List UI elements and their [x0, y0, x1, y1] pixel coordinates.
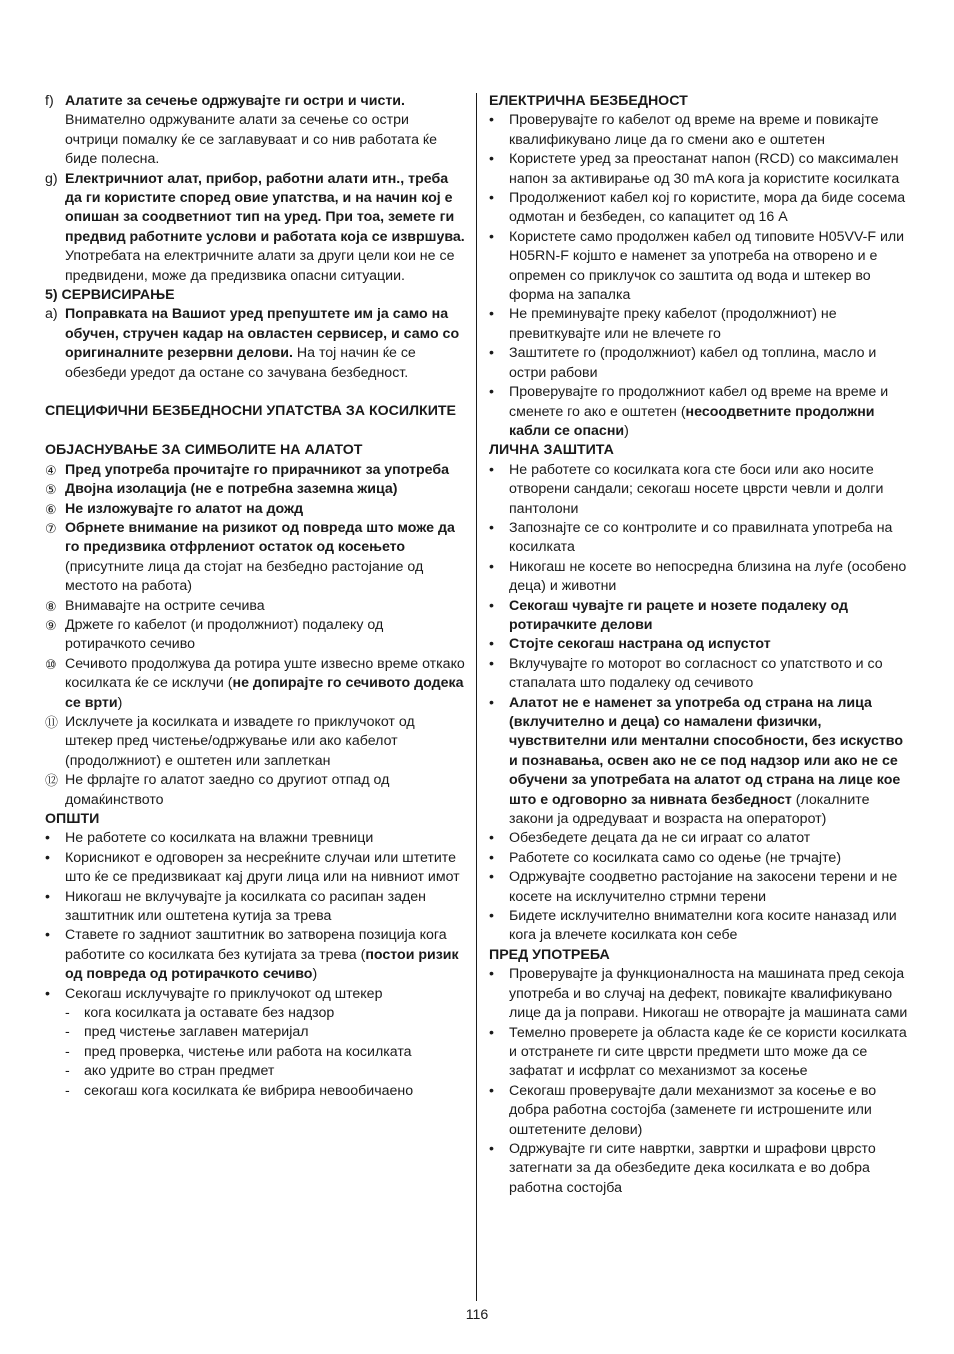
symbol-item	[45, 713, 466, 771]
personal-item	[489, 597, 910, 636]
general-heading: ОПШТИ	[45, 811, 100, 827]
instruction-bold: Алатите за сечење одржувајте ги остри и чисти.	[65, 93, 405, 109]
bullet-marker: •	[489, 306, 494, 323]
symbol-item	[45, 616, 466, 655]
dash-marker: -	[65, 1063, 70, 1080]
bullet-text: Обезбедете децата да не си играат со алатот	[509, 830, 811, 847]
bullet-text: Проверувајте го кабелот од време на време и повикајте квалификувано лице да го смени ако е оштетен	[509, 112, 879, 148]
symbol-number-icon: ⑥	[45, 502, 57, 518]
instruction-text: Употребата на електричните алати за други цели кои не се предвидени, може да предизвика опасни ситуации.	[65, 248, 455, 284]
electrical-item	[489, 150, 910, 189]
bullet-marker: •	[45, 888, 50, 905]
electrical-list	[489, 111, 910, 441]
bullet-marker: •	[489, 597, 494, 614]
bullet-marker: •	[489, 1024, 494, 1041]
instruction-a	[45, 305, 466, 383]
dash-text: кога косилката ја оставате без надзор	[84, 1005, 335, 1022]
symbol-bold: Пред употреба прочитајте го прирачникот за употреба	[65, 461, 450, 478]
personal-item	[489, 694, 910, 830]
symbol-item	[45, 597, 466, 616]
personal-item	[489, 635, 910, 654]
dash-text: пред проверка, чистење или работа на косилката	[84, 1043, 412, 1060]
general-item	[45, 985, 466, 1004]
symbol-bold-2: не допирајте го сечивото додека се врти	[65, 675, 464, 711]
right-column	[489, 92, 910, 1198]
personal-item	[489, 907, 910, 946]
personal-item	[489, 558, 910, 597]
dash-item	[45, 1082, 466, 1101]
bullet-marker: •	[45, 985, 50, 1002]
personal-item	[489, 519, 910, 558]
bullet-marker: •	[489, 830, 494, 847]
bullet-text: Запознајте се со контролите и со правилната употреба на косилката	[509, 519, 893, 556]
bullet-text: Никогаш не косете во непосредна близина на луѓе (особено деца) и животни	[509, 558, 907, 595]
personal-item	[489, 655, 910, 694]
symbol-item	[45, 461, 466, 480]
bullet-marker: •	[45, 830, 50, 847]
electrical-item	[489, 344, 910, 383]
electrical-safety-heading: ЕЛЕКТРИЧНА БЕЗБЕДНОСТ	[489, 93, 688, 109]
service-heading: 5) СЕРВИСИРАЊЕ	[45, 287, 175, 304]
instruction-bold: Поправката на Вашиот уред препуштете им ја само на обучен, стручен кадар на овластен сервисер, и само со оригиналните резервни делови.	[65, 306, 460, 362]
bullet-text: Бидете исклучително внимателни кога косите наназад или кога ја влечете косилката кон себе	[509, 908, 897, 944]
bullet-marker: •	[489, 1082, 494, 1099]
bullet-marker: •	[489, 849, 494, 866]
bullet-marker: •	[489, 519, 494, 536]
general-list	[45, 829, 466, 1004]
general-item	[45, 888, 466, 927]
dash-marker: -	[65, 1082, 70, 1099]
before-use-item	[489, 1082, 910, 1140]
electrical-item	[489, 111, 910, 150]
bullet-text: Проверувајте го продолжниот кабел од време на време и сменете го ако е оштетен (	[509, 384, 889, 420]
symbol-item	[45, 500, 466, 519]
bullet-text-after: (локалните закони ја одредуваат и возраста на операторот)	[509, 791, 870, 828]
dash-item	[45, 1023, 466, 1042]
bullet-bold: постои ризик од повреда од ротирачкото сечиво	[65, 946, 459, 983]
bullet-marker: •	[489, 636, 494, 653]
bullet-marker: •	[489, 966, 494, 983]
electrical-item	[489, 305, 910, 344]
dash-marker: -	[65, 1005, 70, 1022]
bullet-text: Користете уред за преостанат напон (RCD) со максимален напон за активирање од 30 mA кога ја користите косилката	[509, 151, 900, 187]
dash-item	[45, 1004, 466, 1023]
bullet-bold: Секогаш чувајте ги рацете и нозете подалеку од ротирачките делови	[509, 597, 849, 633]
bullet-marker: •	[489, 112, 494, 129]
bullet-text: Секогаш исклучувајте го приклучокот од штекер	[65, 985, 383, 1002]
instruction-f	[45, 92, 466, 170]
bullet-text: Одржувајте соодветно растојание на закосени терени и не косете на исклучително стрмни терени	[509, 869, 898, 905]
personal-item	[489, 461, 910, 519]
before-use-heading: ПРЕД УПОТРЕБА	[489, 946, 610, 963]
symbol-text: Исклучете ја косилката и извадете го приклучокот од штекер пред чистење/одржување или ако кабелот (продолжниот) е оштетен или заплеткан	[65, 713, 415, 769]
personal-item	[489, 829, 910, 848]
bullet-marker: •	[489, 558, 494, 575]
item-marker: g)	[45, 170, 58, 187]
bullet-marker: •	[489, 461, 494, 478]
dash-text: секогаш кога косилката ќе вибрира невообичаено	[84, 1082, 414, 1099]
dash-item	[45, 1043, 466, 1062]
bullet-text-after: )	[312, 966, 318, 983]
bullet-marker: •	[489, 151, 494, 168]
electrical-item	[489, 383, 910, 441]
bullet-marker: •	[489, 694, 494, 711]
general-item	[45, 849, 466, 888]
symbol-number-icon: ⑦	[45, 521, 57, 537]
instruction-text: Внимателно одржуваните алати за сечење со остри очтрици помалку ќе се заглавуваат и со нив работата ќе биде полесна.	[65, 112, 438, 168]
bullet-text: Темелно проверете ја областа каде ќе се користи косилката и отстранете ги сите цврсти предмети што може да се зафатат и исфрлат со механизмот за косење	[509, 1024, 907, 1080]
symbol-bold: Обрнете внимание на ризикот од повреда што може да го предизвика отфрлениот остаток од косењето	[65, 519, 455, 556]
symbol-text: Држете го кабелот (и продолжниот) подалеку од ротирачкото сечиво	[65, 616, 384, 653]
dash-text: ако удрите во стран предмет	[84, 1063, 275, 1080]
bullet-text: Одржувајте ги сите навртки, завртки и шрафови цврсто затегнати за да обезбедите дека косилката е во добра работна состојба	[509, 1140, 876, 1196]
before-use-item	[489, 1024, 910, 1082]
left-column	[45, 92, 466, 1101]
symbol-text: (присутните лица да стојат на безбедно растојание од местото на работа)	[65, 558, 424, 595]
symbol-text: Не фрлајте го алатот заедно со другиот отпад од домаќинството	[65, 772, 390, 808]
symbol-item	[45, 771, 466, 810]
bullet-text: Секогаш проверувајте дали механизмот за косење е во добра работна состојба (заменете ги истрошените или оштетените делови)	[509, 1082, 877, 1138]
symbol-item	[45, 655, 466, 713]
item-marker: a)	[45, 306, 58, 323]
bullet-marker: •	[489, 190, 494, 207]
symbol-number-icon: ⑫	[45, 774, 59, 790]
electrical-item	[489, 228, 910, 306]
bullet-marker: •	[489, 384, 494, 401]
symbol-text: Внимавајте на острите сечива	[65, 597, 265, 614]
bullet-text: Продолжениот кабел кој го користите, мора да биде сосема одмотан и безбеден, со капацитет од 16 A	[509, 190, 906, 226]
symbols-heading: ОБЈАСНУВАЊЕ ЗА СИМБОЛИТЕ НА АЛАТОТ	[45, 442, 363, 459]
symbol-number-icon: ⑤	[45, 483, 57, 499]
dash-marker: -	[65, 1043, 70, 1060]
column-divider	[476, 93, 477, 1301]
symbol-text: Сечивото продолжува да ротира уште извесно време откако косилката ќе се исклучи (	[65, 655, 465, 692]
dash-list	[45, 1004, 466, 1101]
bullet-text: Работете со косилката само со одење (не трчајте)	[509, 849, 842, 866]
bullet-text: Користете само продолжен кабел од типовите H05VV-F или H05RN-F којшто е наменет за употреба на отворено и е опремен со приклучок со заштита од вода и штекер во форма на запалка	[509, 228, 905, 304]
bullet-marker: •	[489, 1140, 494, 1157]
bullet-text-after: )	[624, 422, 629, 439]
symbol-number-icon: ⑧	[45, 599, 57, 615]
symbol-item	[45, 519, 466, 597]
bullet-text: Не работете со косилката на влажни тревници	[65, 830, 374, 847]
bullet-text: Не работете со косилката кога сте боси или ако носите отворени сандали; секогаш носете цврсти чевли и долги пантолони	[509, 461, 884, 517]
bullet-marker: •	[489, 908, 494, 925]
symbol-bold: Двојна изолација (не е потребна заземна жица)	[65, 481, 398, 498]
bullet-text: Никогаш не вклучувајте ја косилката со расипан заден заштитник или оштетена кутија за трева	[65, 888, 426, 925]
bullet-text: Вклучувајте го моторот во согласност со упатството и со стапалата што подалеку од сечивото	[509, 655, 883, 692]
bullet-text: Заштитете го (продолжниот) кабел од топлина, масло и остри рабови	[509, 345, 877, 381]
personal-item	[489, 849, 910, 868]
instruction-text: На тој начин ќе се обезбеди уредот да остане со зачувана безбедност.	[65, 345, 416, 381]
symbols-list	[45, 461, 466, 810]
instruction-g	[45, 170, 466, 286]
symbol-number-icon: ⑩	[45, 657, 57, 673]
bullet-marker: •	[45, 849, 50, 866]
dash-text: пред чистење заглавен материјал	[84, 1024, 309, 1041]
bullet-text: Корисникот е одговорен за несреќните случаи или штетите што ќе се предизвикаат кај други лица или на нивниот имот	[65, 849, 460, 886]
specific-safety-heading: СПЕЦИФИЧНИ БЕЗБЕДНОСНИ УПАТСТВА ЗА КОСИЛКИТЕ	[45, 403, 457, 420]
symbol-bold: Не изложувајте го алатот на дожд	[65, 500, 304, 517]
bullet-text: Проверувајте ја функционалноста на машината пред секоја употреба и во случај на дефект, повикајте квалификувано лице да ја поправи. Никогаш не отворајте ја машината сами	[509, 966, 908, 1022]
symbol-text-2: )	[117, 694, 123, 711]
bullet-marker: •	[489, 869, 494, 886]
bullet-marker: •	[489, 228, 494, 245]
electrical-item	[489, 189, 910, 228]
personal-protection-heading: ЛИЧНА ЗАШТИТА	[489, 442, 614, 459]
bullet-marker: •	[45, 927, 50, 944]
symbol-number-icon: ④	[45, 463, 57, 479]
bullet-text: Не преминувајте преку кабелот (продолжниот) не превиткувајте или не влечете го	[509, 306, 837, 342]
personal-item	[489, 868, 910, 907]
before-use-item	[489, 965, 910, 1023]
bullet-bold: Стојте секогаш настрана од испустот	[509, 636, 771, 653]
general-item	[45, 829, 466, 848]
before-use-item	[489, 1140, 910, 1198]
symbol-number-icon: ⑪	[45, 715, 59, 731]
dash-marker: -	[65, 1024, 70, 1041]
dash-item	[45, 1062, 466, 1081]
before-list	[489, 965, 910, 1198]
bullet-bold: несоодветните продолжни кабли се опасни	[509, 403, 875, 439]
bullet-bold: Алатот не е наменет за употреба од страна на лица (вклучително и деца) со намалени физички, чувствителни или ментални способности, без искуство и познавања, освен ако не се под надзор или ако не се обучени за употребата на алатот од страна на лице кое што е одговорно за нивната безбедност	[509, 694, 903, 808]
instruction-bold: Електричниот алат, прибор, работни алати итн., треба да ги користите според овие упатства, и на начин кој е опишан за соодветниот тип на уред. При тоа, земете ги предвид работните услови и работата која се извршува.	[65, 170, 465, 245]
bullet-marker: •	[489, 655, 494, 672]
general-item	[45, 926, 466, 984]
bullet-text: Ставете го задниот заштитник во затворена позиција кога работите со косилката без кутијата за трева (	[65, 927, 447, 963]
page-number: 116	[465, 1307, 489, 1323]
personal-list	[489, 461, 910, 946]
bullet-marker: •	[489, 345, 494, 362]
item-marker: f)	[45, 93, 54, 109]
symbol-number-icon: ⑨	[45, 618, 57, 634]
symbol-item	[45, 480, 466, 499]
